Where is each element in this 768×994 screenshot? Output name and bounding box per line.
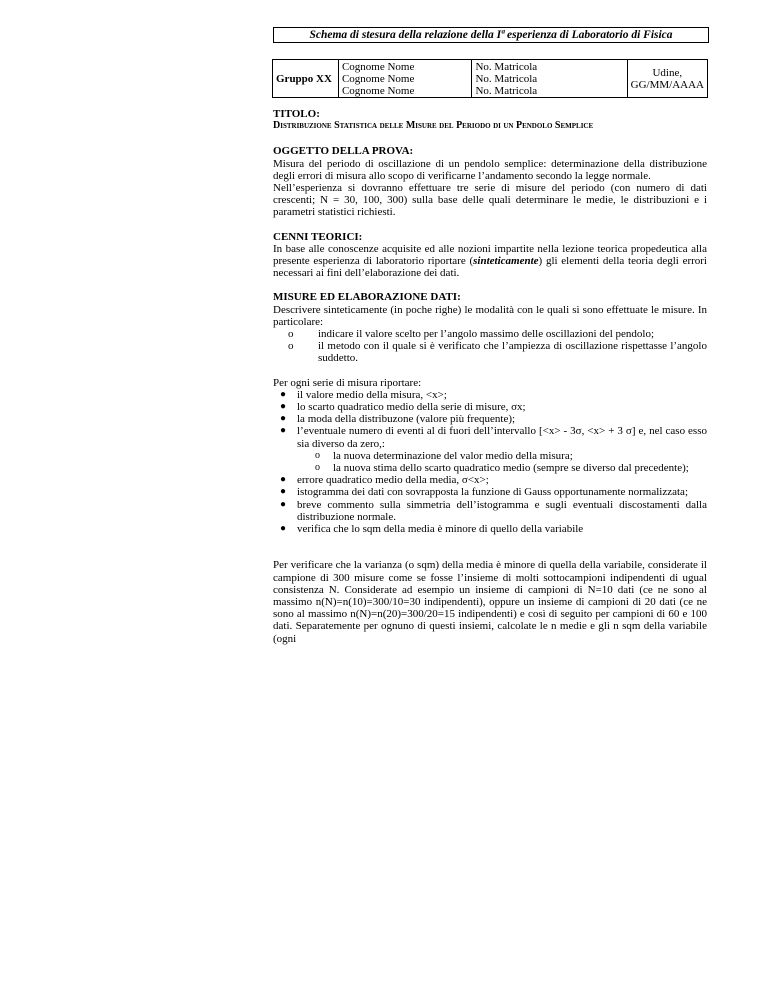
list-item: ● lo scarto quadratico medio della serie di misure, σx; — [280, 401, 526, 414]
list-item: ● il valore medio della misura, <x>; — [280, 388, 447, 401]
student-matricola: No. Matricola — [475, 60, 538, 73]
student-name: Cognome Nome — [341, 60, 415, 73]
list-item-text: breve commento sulla simmetria dell’istogramma e sugli eventuali discostamenti dalla distribuzione normale. — [297, 498, 707, 523]
oggetto-paragraph-2: Nell’esperienza si dovranno effettuare tre serie di misure del periodo (con numero di dati crescenti; N = 30, 100, 300) sulla base delle quali determinare le medie, le distribuzioni e i parametri statistici richiesti. — [273, 182, 707, 219]
list-item-text: lo scarto quadratico medio della serie di misure, σx; — [297, 401, 526, 414]
list-item-text: indicare il valore scelto per l’angolo massimo delle oscillazioni del pendolo; — [318, 328, 655, 341]
oggetto-paragraph-1: Misura del periodo di oscillazione di un pendolo semplice: determinazione della distribuzione degli errori di misura allo scopo di verificarne l’andamento secondo la legge normale. — [273, 157, 707, 182]
sub-list-item: o la nuova stima dello scarto quadratico medio (sempre se diverso dal precedente); — [315, 462, 689, 475]
place-date — [627, 60, 707, 98]
serie-list — [273, 389, 707, 535]
list-item: ● l’eventuale numero di eventi al di fuori dell’intervallo [<x> - 3σ, <x> + 3 σ] e, nel caso esso sia diverso da zero,: o la nuova determinazione del valor medio della misura; o la nuova stima dello scarto quadratico medio (sempre se diverso dal precedente); — [280, 425, 707, 475]
misure-intro: Descrivere sinteticamente (in poche righe) le modalità con le quali si sono effettuate le misure. In particolare: — [273, 303, 707, 328]
list-item: ● la moda della distribuzone (valore più frequente); — [280, 413, 516, 426]
cenni-emphasis: sinteticamente — [473, 255, 539, 268]
list-item: ● breve commento sulla simmetria dell’istogramma e sugli eventuali discostamenti dalla distribuzione normale. — [280, 498, 707, 523]
group-table — [272, 59, 708, 98]
list-item-text: l’eventuale numero di eventi al di fuori dell’intervallo [<x> - 3σ, <x> + 3 σ] e, nel caso esso sia diverso da zero,: — [297, 425, 707, 450]
titolo-text-value: Distribuzione Statistica delle Misure del Periodo di un Pendolo Semplice — [273, 120, 594, 132]
list-item: ● istogramma dei dati con sovrapposta la funzione di Gauss opportunamente normalizzata; — [280, 486, 688, 499]
titolo-heading: TITOLO: — [273, 108, 320, 120]
header-title: Schema di stesura della relazione della Iª esperienza di Laboratorio di Fisica — [273, 27, 709, 43]
cenni-heading: CENNI TEORICI: — [273, 230, 363, 243]
serie-intro: Per ogni serie di misura riportare: — [273, 376, 422, 389]
group-matricole — [472, 60, 627, 98]
report-content — [273, 108, 707, 645]
list-item: ● errore quadratico medio della media, σ<x>; — [280, 474, 489, 487]
list-item-text: il metodo con il quale si è verificato che l’ampiezza di oscillazione rispettasse l’angolo suddetto. — [318, 340, 707, 365]
misure-list — [273, 328, 707, 365]
misure-heading: MISURE ED ELABORAZIONE DATI: — [273, 291, 461, 304]
list-item-text: il valore medio della misura, <x>; — [297, 388, 447, 401]
oggetto-heading: OGGETTO DELLA PROVA: — [273, 145, 414, 158]
cenni-text-2: ) gli elementi della teoria degli errori necessari ai fini dell’elaborazione dei dati. — [273, 255, 707, 280]
sub-list — [297, 450, 707, 474]
sub-list-item: o la nuova determinazione del valor medio della misura; — [315, 449, 573, 462]
cenni-text-1: In base alle conoscenze acquisite ed alle nozioni impartite nella lezione teorica propedeutica alla presente esperienza di laboratorio riportare ( — [273, 242, 707, 268]
list-item: ● verifica che lo sqm della media è minore di quello della variabile — [280, 523, 584, 536]
group-label: Gruppo XX — [273, 60, 339, 98]
student-matricola: No. Matricola — [475, 84, 538, 97]
list-item-text: istogramma dei dati con sovrapposta la funzione di Gauss opportunamente normalizzata; — [297, 486, 688, 499]
final-paragraph: Per verificare che la varianza (o sqm) della media è minore di quella della variabile, considerate il campione di 300 misure come se fosse l’insieme di molti sottocampioni indipendenti di ugual consistenza N. Considerate ad esempio un insieme di campioni di N=10 dati (ce ne sono al massimo n(N)=n(10)=300/10=30 indipendenti), oppure un insieme di campioni di 20 dati (ce ne sono al massimo n(N)=n(20)=300/20=15 indipendenti) e così di seguito per campioni di 60 e 100 dati. Separatemente per ognuno di questi insiemi, calcolate le n medie e gli n sqm della variabile (ogni — [273, 559, 707, 645]
student-name: Cognome Nome — [341, 72, 415, 85]
list-item: o il metodo con il quale si è verificato che l’ampiezza di oscillazione rispettasse l’angolo suddetto. — [288, 340, 707, 365]
list-item-text: la moda della distribuzone (valore più frequente); — [297, 413, 516, 426]
date: GG/MM/AAAA — [630, 78, 704, 91]
sub-list-item-text: la nuova determinazione del valor medio della misura; — [333, 449, 573, 462]
student-name: Cognome Nome — [341, 84, 415, 97]
student-matricola: No. Matricola — [475, 72, 538, 85]
list-item-text: errore quadratico medio della media, σ<x>; — [297, 474, 489, 487]
cenni-paragraph — [273, 243, 707, 280]
group-names — [338, 60, 472, 98]
list-item: o indicare il valore scelto per l’angolo massimo delle oscillazioni del pendolo; — [288, 328, 655, 341]
place: Udine, — [652, 66, 683, 79]
sub-list-item-text: la nuova stima dello scarto quadratico medio (sempre se diverso dal precedente); — [333, 462, 689, 475]
list-item-text: verifica che lo sqm della media è minore di quello della variabile — [297, 523, 584, 536]
titolo-text — [273, 120, 707, 132]
